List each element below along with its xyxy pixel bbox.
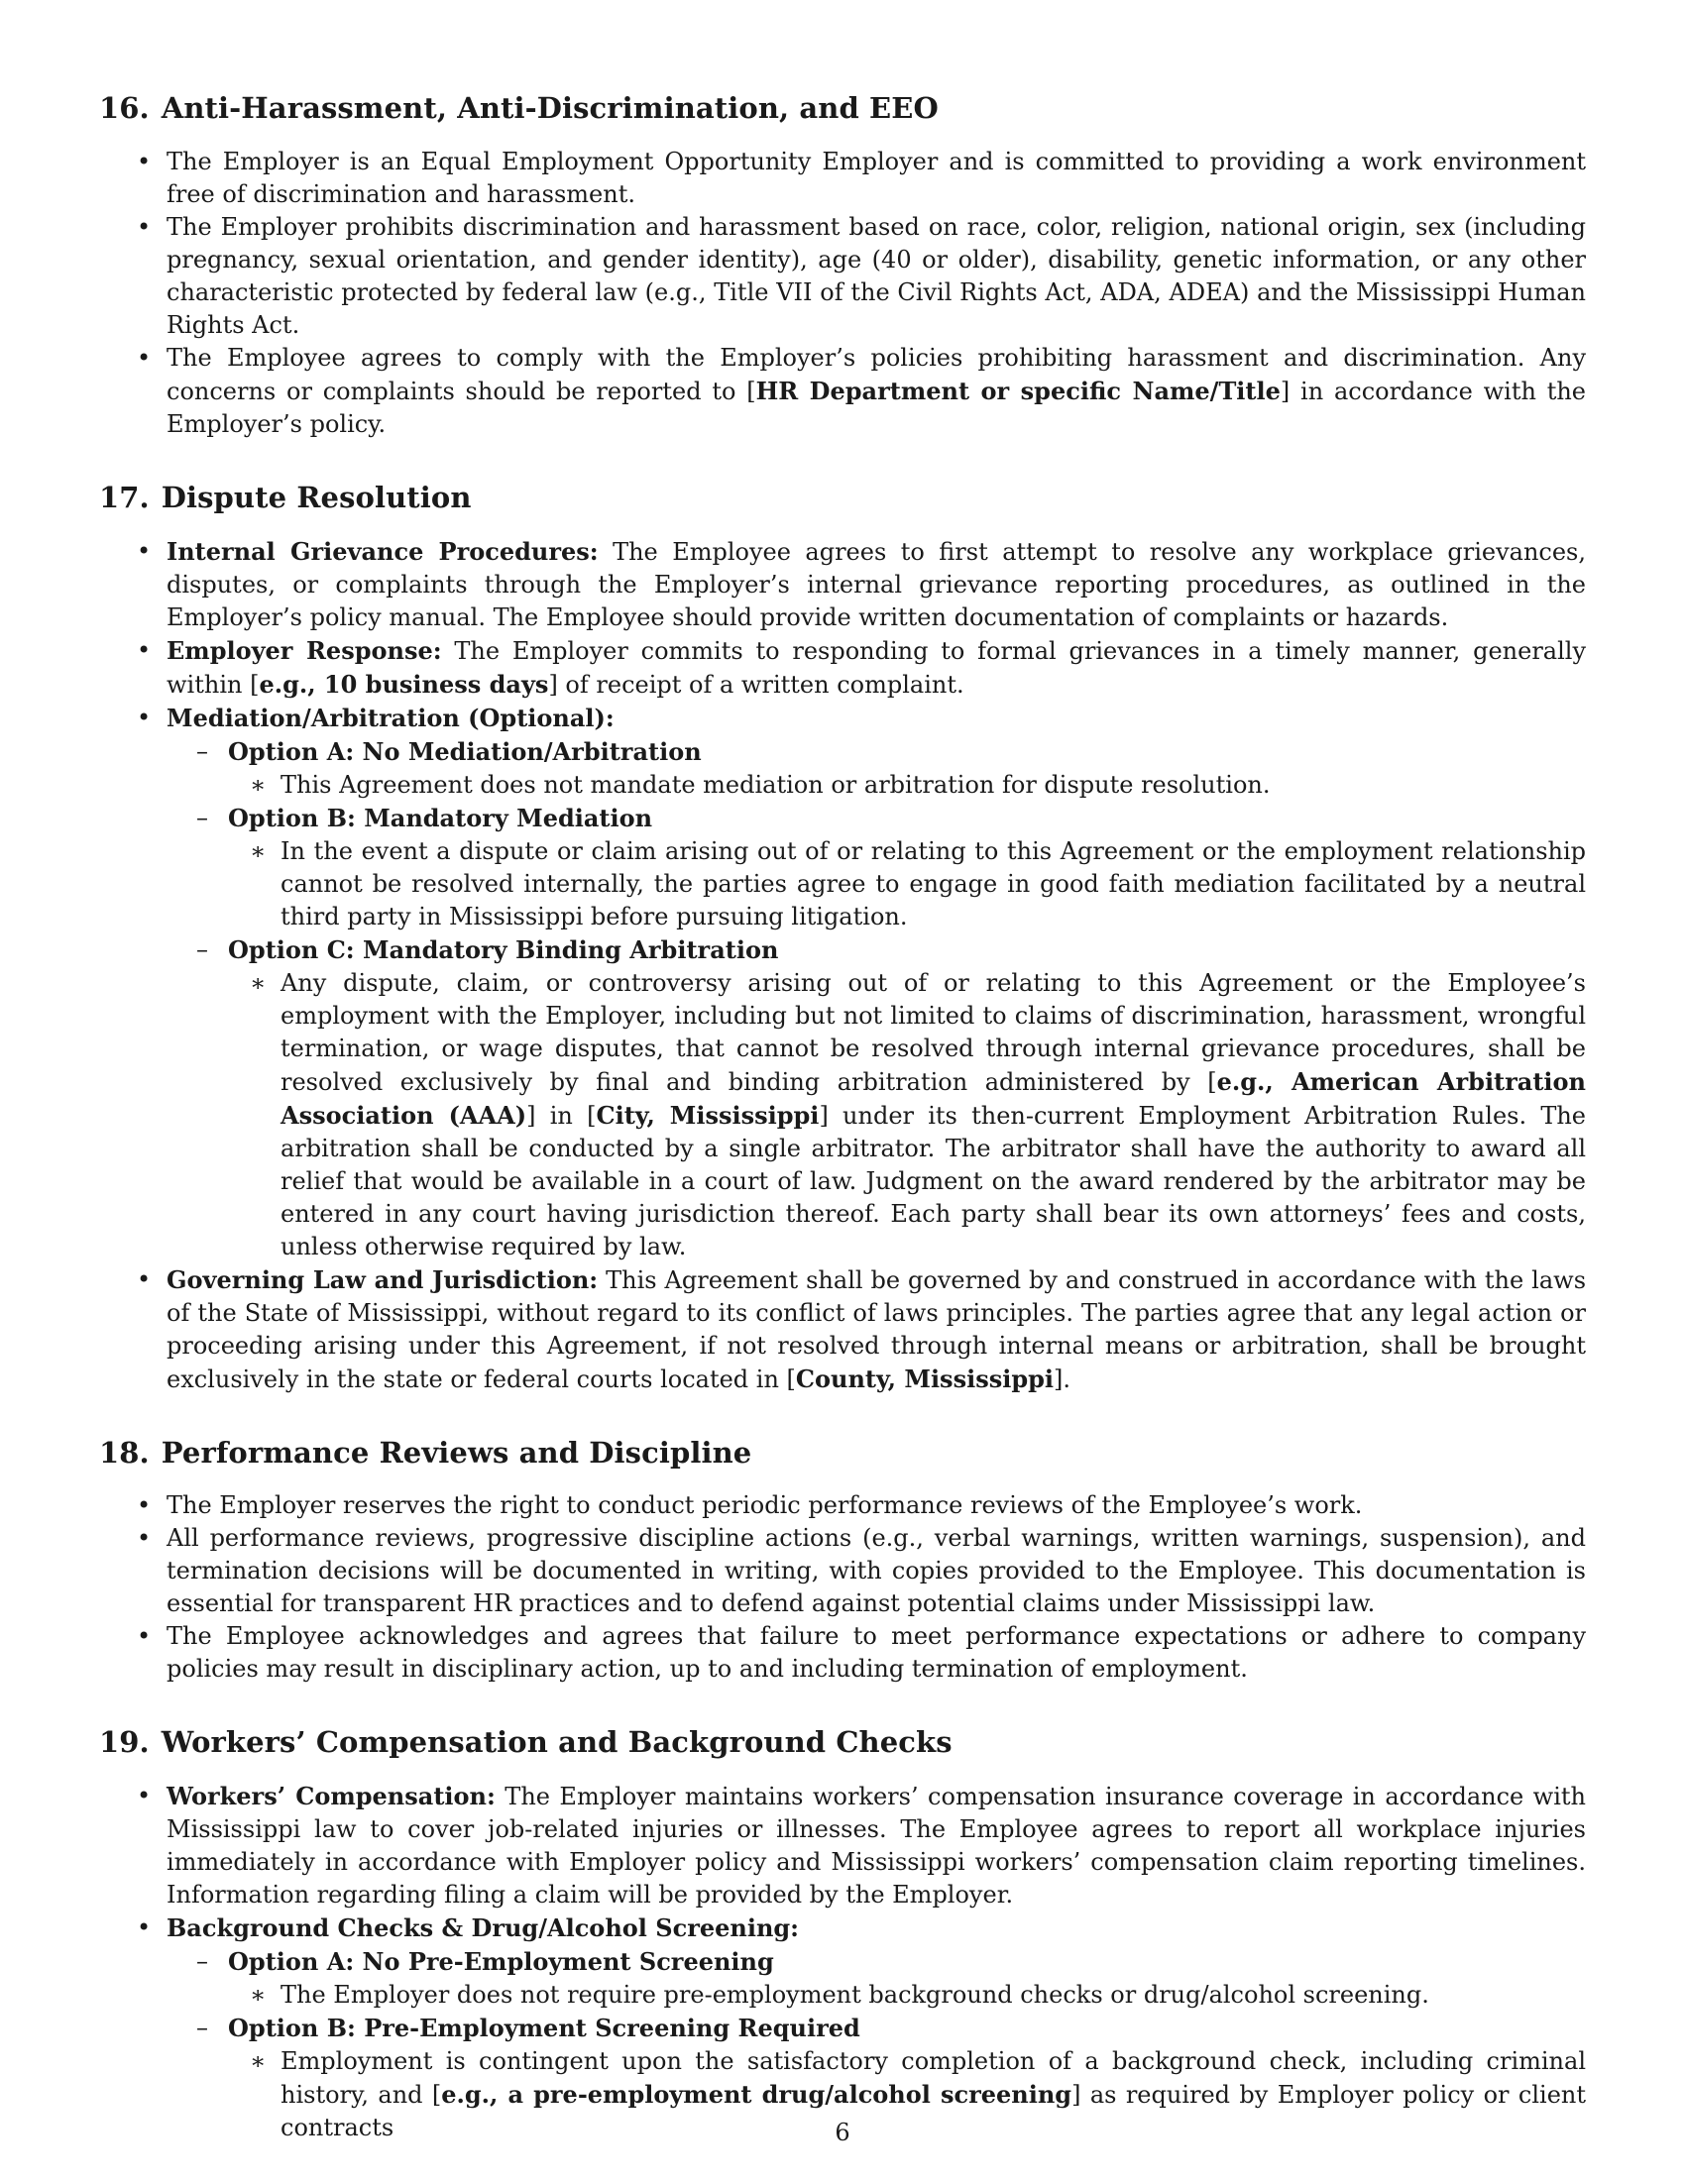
item-text: The Employee agrees to comply with the Employer’s policies prohibiting harassment and discrimination. Any concerns or complaints should be reported to [ [167,343,1586,405]
item-text: ] in accordance with the Employer’s policy. [167,377,1586,438]
bullet-list [99,1489,1586,1686]
bullet-list [99,146,1586,441]
section-title: Anti-Harassment, Anti-Discrimination, and EEO [161,91,939,125]
item-label: Employer Response: [167,635,442,665]
item-text: The Employer commits to responding to formal grievances in a timely manner, generally within [ [167,636,1587,699]
item-label: Governing Law and Jurisdiction: [167,1264,599,1294]
placeholder-bold: e.g., a pre-employment drug/alcohol screening [441,2080,1072,2110]
section-number: 18. [99,1435,150,1470]
item-text: The Employer reserves the right to conduct periodic performance reviews of the Employee’s work. [167,1491,1363,1520]
list-item [99,1780,1586,1911]
list-item [99,702,1586,1263]
option-detail-list [228,835,1586,933]
option-detail [228,769,1586,802]
bullet-list [99,535,1586,1396]
item-text: ] in [ [526,1101,597,1130]
section-number: 19. [99,1725,150,1760]
item-text: Employment is contingent upon the satisfactory completion of a background check, including criminal history, and [ [281,2047,1586,2110]
option-detail [228,967,1586,1263]
option-list [167,1945,1586,2144]
placeholder-bold: e.g., American Arbitration Association (AAA) [281,1066,1586,1130]
section-title: Workers’ Compensation and Background Checks [161,1725,953,1760]
list-item [99,1911,1586,2144]
item-text: The Employee acknowledges and agrees that failure to meet performance expectations or adhere to company policies may result in disciplinary action, up to and including termination of employment. [167,1622,1586,1684]
option-detail-list [228,1979,1586,2012]
list-item [99,146,1586,211]
item-text: The Employee agrees to first attempt to resolve any workplace grievances, disputes, or complaints through the Employer’s internal grievance reporting procedures, as outlined in the Employer’s policy manual. The Employee should provide written documentation of complaints or hazards. [167,537,1586,631]
item-label: Workers’ Compensation: [167,1782,496,1811]
list-item [99,1620,1586,1686]
option-label: Option B: Pre-Employment Screening Required [228,2014,860,2043]
list-item [99,535,1586,634]
item-text: This Agreement shall be governed by and construed in accordance with the laws of the State of Mississippi, without regard to its conflict of laws principles. The parties agree that any legal action or proceeding arising under this Agreement, if not resolved through internal means or arbitration, shall be brought exclusively in the state or federal courts located in [ [167,1265,1587,1393]
item-label: Mediation/Arbitration (Optional): [167,703,615,732]
list-item [99,211,1586,342]
section-number: 17. [99,480,150,514]
section-16 [99,91,1586,441]
item-text: Any dispute, claim, or controversy arising out of or relating to this Agreement or the Employee’s employment with the Employer, including but not limited to claims of discrimination, harassment, wrongful termination, or wage disputes, that cannot be resolved through internal grievance procedures, shall be resolved exclusively by final and binding arbitration administered by [ [281,968,1586,1096]
item-label: Internal Grievance Procedures: [167,536,599,566]
section-heading [99,1436,1586,1471]
list-item [99,634,1586,702]
placeholder-bold: City, Mississippi [596,1100,820,1130]
option-label: Option B: Mandatory Mediation [228,803,653,832]
placeholder-bold: County, Mississippi [795,1364,1055,1393]
item-text: The Employer maintains workers’ compensation insurance coverage in accordance with Mississippi law to cover job-related injuries or illnesses. The Employee agrees to report all workplace injuries immediately in accordance with Employer policy and Mississippi workers’ compensation claim reporting timelines. Information regarding filing a claim will be provided by the Employer. [167,1783,1587,1910]
item-text: ] as required by Employer policy or client contracts [281,2081,1587,2142]
item-text: ]. [1054,1365,1071,1393]
list-item [99,1522,1586,1620]
list-item [99,1489,1586,1522]
section-18 [99,1436,1586,1687]
option-detail [228,835,1586,933]
option-detail-list [228,967,1586,1263]
option-item [167,735,1586,802]
option-item [167,1945,1586,2012]
page-number: 6 [835,2119,850,2146]
option-label: Option C: Mandatory Binding Arbitration [228,934,779,964]
placeholder-bold: e.g., 10 business days [259,669,549,699]
section-heading [99,481,1586,515]
option-item [167,802,1586,933]
option-detail [228,1979,1586,2012]
section-heading [99,1725,1586,1760]
item-text: The Employer prohibits discrimination and harassment based on race, color, religion, national origin, sex (including pregnancy, sexual orientation, and gender identity), age (40 or older), disability, genetic information, or any other characteristic protected by federal law (e.g., Title VII of the Civil Rights Act, ADA, ADEA) and the Mississippi Human Rights Act. [167,212,1586,339]
bullet-list [99,1780,1586,2144]
item-text: The Employer is an Equal Employment Opportunity Employer and is committed to providing a work environment free of discrimination and harassment. [167,147,1586,208]
section-title: Dispute Resolution [161,480,472,514]
item-text: This Agreement does not mandate mediation or arbitration for dispute resolution. [281,770,1271,799]
section-17 [99,481,1586,1396]
list-item [99,1263,1586,1396]
option-item [167,933,1586,1263]
list-item [99,342,1586,441]
section-number: 16. [99,91,150,125]
section-heading [99,91,1586,126]
section-19 [99,1725,1586,2144]
section-title: Performance Reviews and Discipline [161,1435,752,1470]
option-label: Option A: No Mediation/Arbitration [228,736,702,766]
item-text: ] of receipt of a written complaint. [548,670,964,699]
item-text: The Employer does not require pre-employment background checks or drug/alcohol screening. [281,1981,1429,2010]
item-text: ] under its then-current Employment Arbitration Rules. The arbitration shall be conducted by a single arbitrator. The arbitrator shall have the authority to award all relief that would be available in a court of law. Judgment on the award rendered by the arbitrator may be entered in any court having jurisdiction thereof. Each party shall bear its own attorneys’ fees and costs, unless otherwise required by law. [281,1101,1587,1260]
item-text: In the event a dispute or claim arising out of or relating to this Agreement or the employment relationship cannot be resolved internally, the parties agree to engage in good faith mediation facilitated by a neutral third party in Mississippi before pursuing litigation. [281,836,1586,930]
item-label: Background Checks & Drug/Alcohol Screening: [167,1913,800,1943]
item-text: All performance reviews, progressive discipline actions (e.g., verbal warnings, written warnings, suspension), and termination decisions will be documented in writing, with copies provided to the Employee. This documentation is essential for transparent HR practices and to defend against potential claims under Mississippi law. [167,1524,1586,1618]
option-detail-list [228,769,1586,802]
placeholder-bold: HR Department or specific Name/Title [755,376,1281,405]
option-label: Option A: No Pre-Employment Screening [228,1947,774,1977]
option-list [167,735,1586,1263]
document-page [99,91,1586,2184]
